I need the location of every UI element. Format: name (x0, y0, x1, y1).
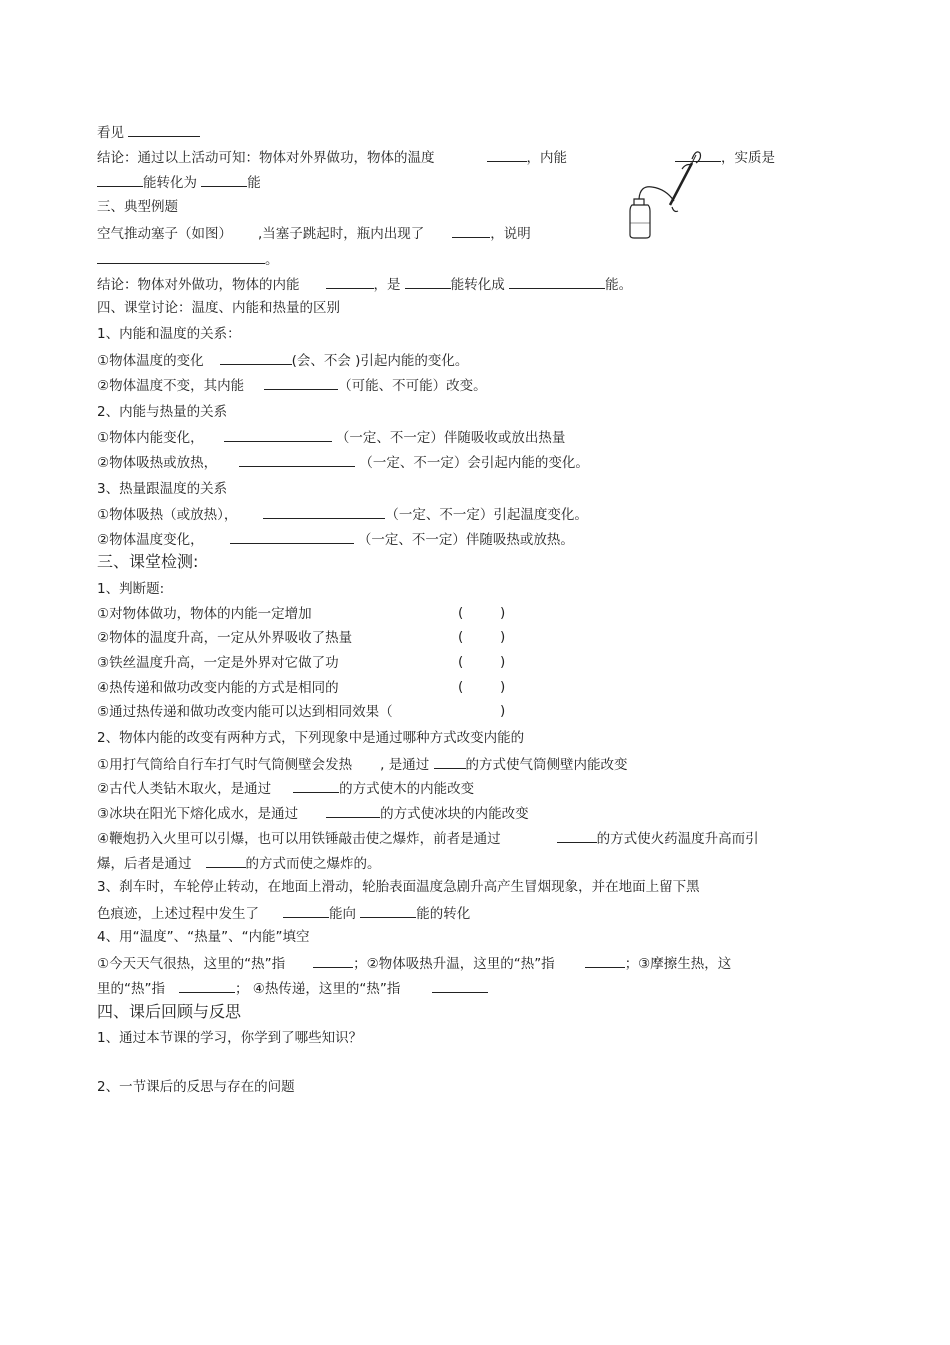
blank[interactable] (206, 853, 246, 868)
blank[interactable] (434, 754, 466, 769)
blank[interactable] (557, 828, 597, 843)
heading-class-test: 三、课堂检测: (97, 552, 199, 571)
answer-paren-close: ) (500, 605, 506, 621)
line-conclusion-1: 结论：通过以上活动可知：物体对外界做功，物体的温度 ，内能 ，实质是 (97, 147, 775, 167)
blank[interactable] (239, 452, 355, 467)
blank[interactable] (313, 953, 353, 968)
blank[interactable] (293, 778, 339, 793)
answer-paren-close: ) (500, 654, 506, 670)
line-s3a: ①物体吸热（或放热）， （一定、不一定）引起温度变化。 (97, 504, 588, 524)
answer-paren-open[interactable]: ( (458, 679, 464, 695)
answer-paren-open[interactable]: ( (458, 605, 464, 621)
heading-typical-example: 三、典型例题 (97, 199, 178, 215)
line-see: 看见 (97, 122, 200, 142)
heading-discussion: 四、课堂讨论：温度、内能和热量的区别 (97, 300, 340, 316)
answer-paren-close: ) (500, 679, 506, 695)
subheading-1: 1、内能和温度的关系： (97, 326, 241, 342)
blank[interactable] (283, 903, 329, 918)
question-4: 4、用“温度”、“热量”、“内能”填空 (97, 929, 310, 945)
question-2e: 爆，后者是通过 的方式而使之爆炸的。 (97, 853, 381, 873)
judge-item-2: ②物体的温度升高，一定从外界吸收了热量 (97, 630, 353, 646)
judge-item-5: ⑤通过热传递和做功改变内能可以达到相同效果（ (97, 704, 393, 720)
question-2b: ②古代人类钻木取火，是通过 的方式使木的内能改变 (97, 778, 474, 798)
line-s1a: ①物体温度的变化 (会、不会 )引起内能的变化。 (97, 350, 468, 370)
question-4a: ①今天天气很热，这里的“热”指 ；②物体吸热升温，这里的“热”指 ；③摩擦生热，这 (97, 953, 731, 973)
blank[interactable] (585, 953, 625, 968)
blank[interactable] (263, 504, 385, 519)
question-3b: 色痕迹，上述过程中发生了 能向 能的转化 (97, 903, 470, 923)
blank[interactable] (97, 249, 265, 264)
line-conclusion-2: 能转化为 能 (97, 172, 261, 192)
blank[interactable] (487, 147, 527, 162)
answer-paren-open[interactable]: ( (458, 629, 464, 645)
blank[interactable] (224, 427, 332, 442)
review-1: 1、通过本节课的学习，你学到了哪些知识？ (97, 1030, 363, 1046)
answer-paren-close: ) (500, 703, 506, 719)
line-s2b: ②物体吸热或放热， （一定、不一定）会引起内能的变化。 (97, 452, 589, 472)
line-s2a: ①物体内能变化， （一定、不一定）伴随吸收或放出热量 (97, 427, 565, 447)
blank[interactable] (264, 375, 338, 390)
blank[interactable] (326, 803, 380, 818)
question-2c: ③冰块在阳光下熔化成水，是通过 的方式使冰块的内能改变 (97, 803, 529, 823)
line-conclusion-3: 结论：物体对外做功，物体的内能 ，是 能转化成 能。 (97, 274, 632, 294)
blank[interactable] (230, 529, 354, 544)
question-2: 2、物体内能的改变有两种方式，下列现象中是通过哪种方式改变内能的 (97, 730, 525, 746)
blank[interactable] (220, 350, 292, 365)
subheading-3: 3、热量跟温度的关系 (97, 481, 228, 497)
line-example-2: 。 (97, 249, 279, 269)
answer-paren-close: ) (500, 629, 506, 645)
judge-item-4: ④热传递和做功改变内能的方式是相同的 (97, 680, 339, 696)
judge-item-3: ③铁丝温度升高，一定是外界对它做了功 (97, 655, 339, 671)
blank[interactable] (128, 122, 200, 137)
blank[interactable] (432, 978, 488, 993)
blank[interactable] (509, 274, 605, 289)
blank[interactable] (179, 978, 235, 993)
subheading-2: 2、内能与热量的关系 (97, 404, 228, 420)
review-2: 2、一节课后的反思与存在的问题 (97, 1079, 295, 1095)
blank[interactable] (326, 274, 374, 289)
line-s3b: ②物体温度变化， （一定、不一定）伴随吸热或放热。 (97, 529, 574, 549)
blank[interactable] (360, 903, 416, 918)
question-4b: 里的“热”指 ； ④热传递，这里的“热”指 (97, 978, 488, 998)
blank[interactable] (452, 223, 490, 238)
question-2d: ④鞭炮扔入火里可以引爆，也可以用铁锤敲击使之爆炸，前者是通过 的方式使火药温度升高而引 (97, 828, 759, 848)
question-2a: ①用打气筒给自行车打气时气筒侧壁会发热 , 是通过 的方式使气筒侧壁内能改变 (97, 754, 628, 774)
line-s1b: ②物体温度不变，其内能 （可能、不可能）改变。 (97, 375, 487, 395)
judge-item-1: ①对物体做功，物体的内能一定增加 (97, 606, 312, 622)
blank[interactable] (405, 274, 451, 289)
answer-paren-open[interactable]: ( (458, 654, 464, 670)
blank[interactable] (97, 172, 143, 187)
blank[interactable] (675, 147, 721, 162)
blank[interactable] (201, 172, 247, 187)
question-3a: 3、刹车时，车轮停止转动，在地面上滑动，轮胎表面温度急剧升高产生冒烟现象，并在地面上留下黑 (97, 879, 700, 895)
line-example-1: 空气推动塞子（如图） ,当塞子跳起时，瓶内出现了 ，说明 (97, 223, 531, 243)
subheading-judge: 1、判断题: (97, 581, 165, 597)
heading-review: 四、课后回顾与反思 (97, 1002, 242, 1021)
